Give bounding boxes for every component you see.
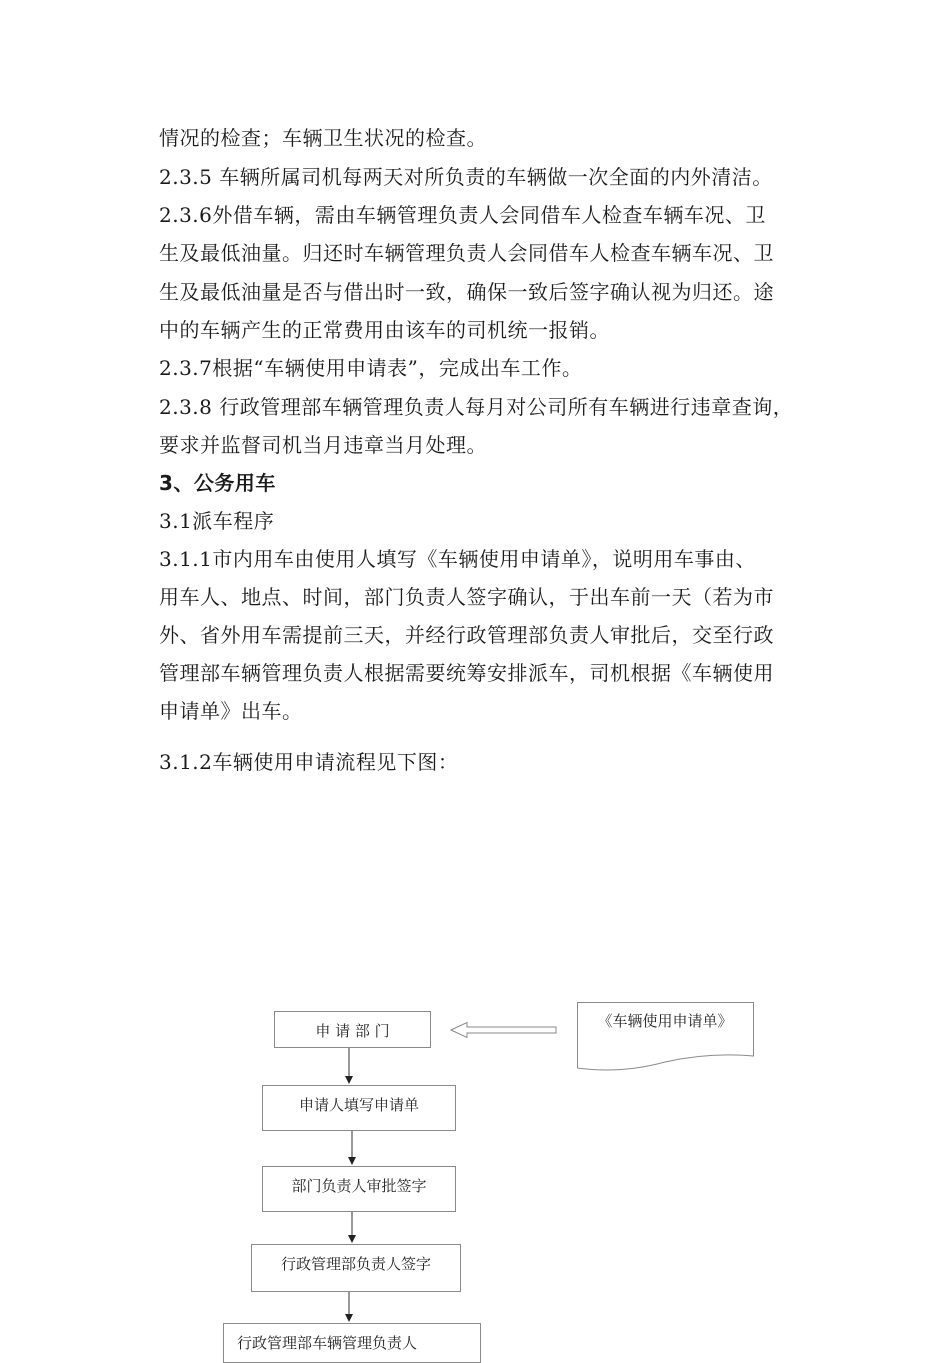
paragraph-line: 管理部车辆管理负责人根据需要统筹安排派车，司机根据《车辆使用 xyxy=(159,661,774,685)
paragraph-line: 2.3.6外借车辆，需由车辆管理负责人会同借车人检查车辆车况、卫 xyxy=(159,203,766,227)
arrow-down-icon xyxy=(344,1048,354,1085)
paragraph-line: 3.1.1市内用车由使用人填写《车辆使用申请单》，说明用车事由、 xyxy=(159,547,756,571)
arrow-down-icon xyxy=(344,1292,354,1323)
flow-step-apply-department: 申 请 部 门 xyxy=(274,1011,431,1048)
paragraph-line: 2.3.7根据“车辆使用申请表”，完成出车工作。 xyxy=(159,356,583,380)
paragraph-line: 外、省外用车需提前三天，并经行政管理部负责人审批后，交至行政 xyxy=(159,623,774,647)
paragraph-line: 3.1.2车辆使用申请流程见下图： xyxy=(159,750,459,774)
arrow-down-icon xyxy=(347,1212,357,1244)
paragraph-line: 情况的检查；车辆卫生状况的检查。 xyxy=(159,126,487,150)
paragraph-line: 中的车辆产生的正常费用由该车的司机统一报销。 xyxy=(159,318,610,342)
paragraph-line: 生及最低油量。归还时车辆管理负责人会同借车人检查车辆车况、卫 xyxy=(159,241,774,265)
paragraph-line: 用车人、地点、时间，部门负责人签字确认，于出车前一天（若为市 xyxy=(159,585,774,609)
subsection-heading: 3.1派车程序 xyxy=(159,509,275,533)
paragraph-line: 2.3.8 行政管理部车辆管理负责人每月对公司所有车辆进行违章查询， xyxy=(159,395,794,419)
flow-step-vehicle-manager: 行政管理部车辆管理负责人 xyxy=(223,1323,481,1363)
paragraph-line: 申请单》出车。 xyxy=(159,699,303,723)
flow-step-admin-sign: 行政管理部负责人签字 xyxy=(251,1244,461,1292)
paragraph-line: 2.3.5 车辆所属司机每两天对所负责的车辆做一次全面的内外清洁。 xyxy=(159,165,773,189)
paragraph-line: 要求并监督司机当月违章当月处理。 xyxy=(159,433,487,457)
arrow-down-icon xyxy=(347,1131,357,1166)
section-heading: 3、公务用车 xyxy=(159,471,276,495)
flow-step-dept-approval: 部门负责人审批签字 xyxy=(262,1166,456,1212)
document-label: 《车辆使用申请单》 xyxy=(597,1012,733,1030)
hollow-arrow-left-icon xyxy=(450,1021,560,1039)
paragraph-line: 生及最低油量是否与借出时一致，确保一致后签字确认视为归还。途 xyxy=(159,280,774,304)
flow-step-fill-form: 申请人填写申请单 xyxy=(262,1085,456,1131)
